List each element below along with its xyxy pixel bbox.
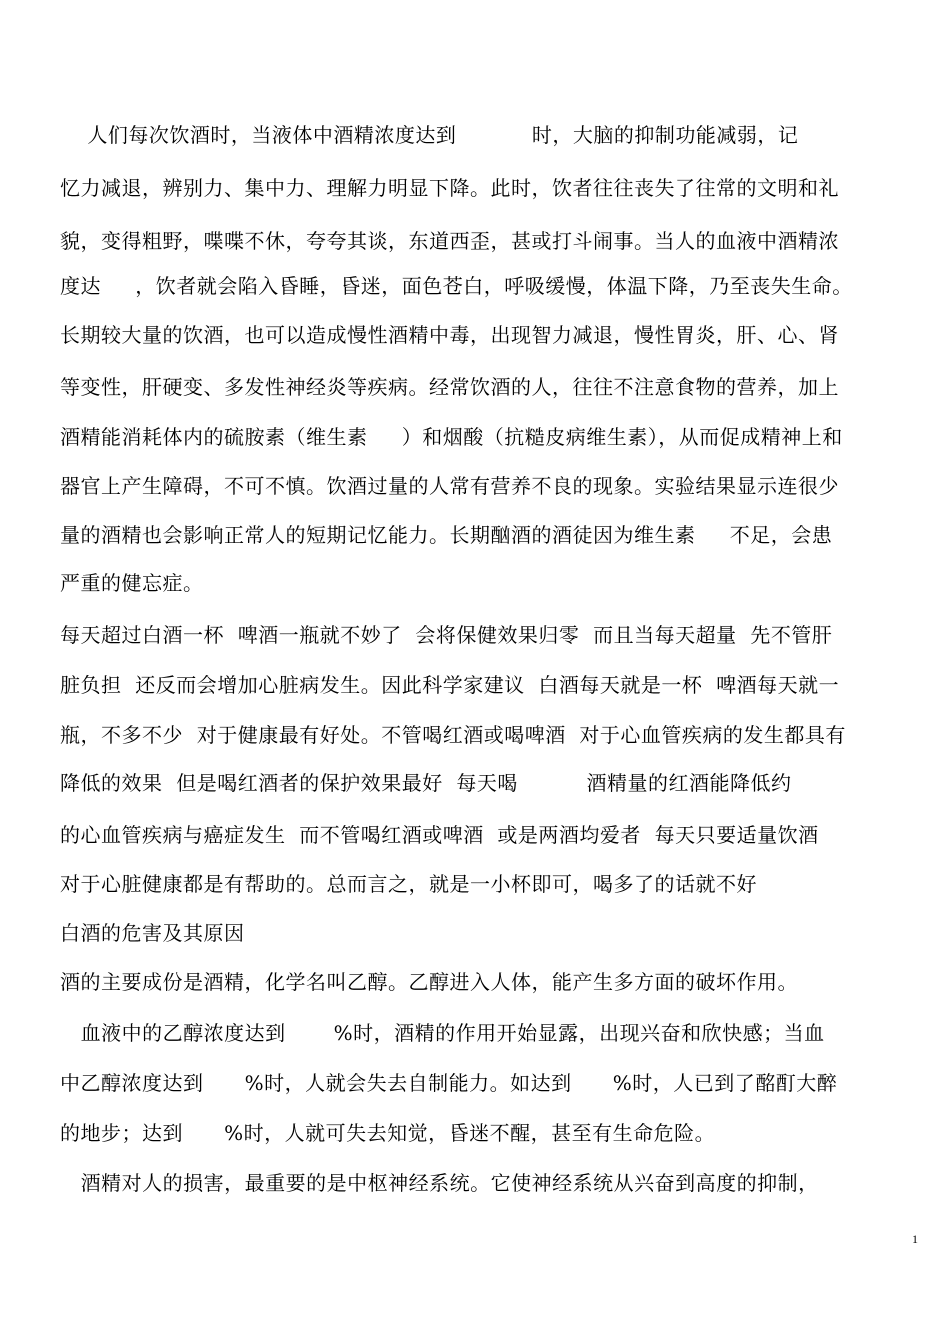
text-line: 人们每次饮酒时，当液体中酒精浓度达到 时，大脑的抑制功能减弱，记	[60, 123, 799, 147]
section-heading: 白酒的危害及其原因	[60, 921, 245, 945]
text-line: 每天超过白酒一杯 啤酒一瓶就不妙了 会将保健效果归零 而且当每天超量 先不管肝	[60, 623, 833, 647]
text-line: 中乙醇浓度达到 %时，人就会失去自制能力。如达到 %时，人已到了酩酊大醉	[60, 1071, 838, 1095]
text-line: 的心血管疾病与癌症发生 而不管喝红酒或啤酒 或是两酒均爱者 每天只要适量饮酒	[60, 823, 819, 847]
text-line: 貌，变得粗野，喋喋不休，夸夸其谈，东道西歪，甚或打斗闹事。当人的血液中酒精浓	[60, 229, 839, 253]
text-line: 瓶，不多不少 对于健康最有好处。不管喝红酒或喝啤酒 对于心血管疾病的发生都具有	[60, 723, 846, 747]
text-line: 长期较大量的饮酒，也可以造成慢性酒精中毒，出现智力减退，慢性胃炎，肝、心、肾	[60, 323, 839, 347]
text-line: 血液中的乙醇浓度达到 %时，酒精的作用开始显露，出现兴奋和欣快感；当血	[60, 1021, 825, 1045]
text-line: 器官上产生障碍，不可不慎。饮酒过量的人常有营养不良的现象。实验结果显示连很少	[60, 474, 839, 498]
text-line: 降低的效果 但是喝红酒者的保护效果最好 每天喝 酒精量的红酒能降低约	[60, 771, 792, 795]
text-line: 忆力减退，辨别力、集中力、理解力明显下降。此时，饮者往往丧失了往常的文明和礼	[60, 176, 839, 200]
text-line: 的地步；达到 %时，人就可失去知觉，昏迷不醒，甚至有生命危险。	[60, 1121, 716, 1145]
text-line: 量的酒精也会影响正常人的短期记忆能力。长期酗酒的酒徒因为维生素 不足，会患	[60, 523, 833, 547]
text-line: 酒精能消耗体内的硫胺素（维生素 ）和烟酸（抗糙皮病维生素），从而促成精神上和	[60, 425, 843, 449]
text-line: 酒精对人的损害，最重要的是中枢神经系统。它使神经系统从兴奋到高度的抑制，	[60, 1171, 819, 1195]
page-number: 1	[912, 1232, 918, 1246]
text-line: 对于心脏健康都是有帮助的。总而言之，就是一小杯即可，喝多了的话就不好	[60, 872, 757, 896]
text-line: 严重的健忘症。	[60, 571, 204, 595]
text-line: 度达 ，饮者就会陷入昏睡，昏迷，面色苍白，呼吸缓慢，体温下降，乃至丧失生命。	[60, 274, 853, 298]
text-line: 等变性，肝硬变、多发性神经炎等疾病。经常饮酒的人，往往不注意食物的营养，加上	[60, 375, 839, 399]
text-line: 脏负担 还反而会增加心脏病发生。因此科学家建议 白酒每天就是一杯 啤酒每天就一	[60, 673, 840, 697]
text-line: 酒的主要成份是酒精，化学名叫乙醇。乙醇进入人体，能产生多方面的破坏作用。	[60, 970, 798, 994]
